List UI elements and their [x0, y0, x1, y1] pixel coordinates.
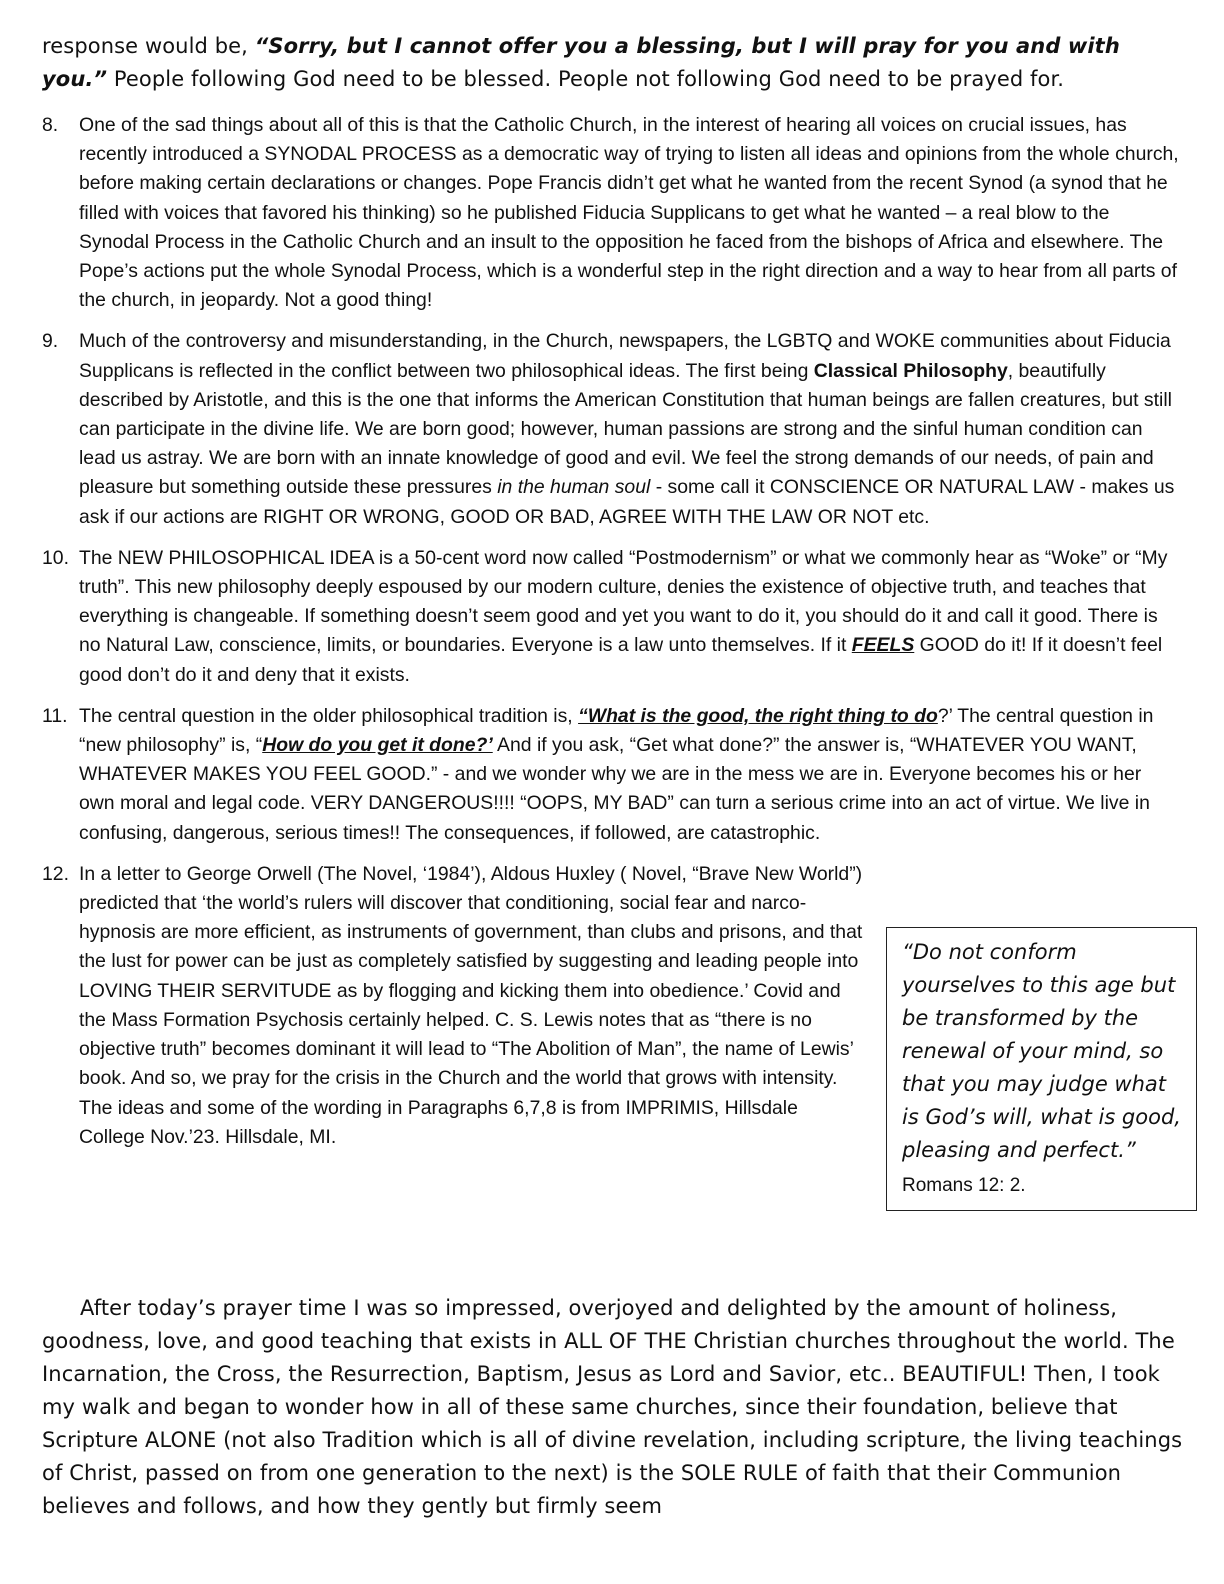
- item-number: 11.: [42, 704, 68, 727]
- item-text-part: - some call it CONSCIENCE OR NATURAL LAW - makes us ask if our actions are RIGHT OR WRONG, GOOD OR BAD, AGREE WITH THE LAW OR NOT etc.: [79, 476, 1175, 528]
- intro-quote: “Sorry, but I cannot offer you a blessing, but I will pray for you and with you.”: [42, 34, 1120, 91]
- intro-paragraph: [42, 30, 1192, 96]
- item-text-part: Much of the controversy and misunderstanding, in the Church, newspapers, the LGBTQ and WOKE communities about Fiducia Supplicans is reflected in the conflict between two philosophical ideas. The first being: [79, 330, 1171, 382]
- closing-text: After today’s prayer time I was so impressed, overjoyed and delighted by the amount of holiness, goodness, love, and good teaching that exists in ALL OF THE Christian churches throughout the world. The Incarnation, the Cross, the Resurrection, Baptism, Jesus as Lord and Savior, etc.. BEAUTIFUL! Then, I took my walk and began to wonder how in all of these same churches, since their foundation, believe that Scripture ALONE (not also Tradition which is all of divine revelation, including scripture, the living teachings of Christ, passed on from one generation to the next) is the SOLE RULE of faith that their Communion believes and follows, and how they gently but firmly seem: [42, 1296, 1183, 1518]
- scripture-quote: [902, 936, 1181, 1202]
- intro-tail: People following God need to be blessed. People not following God need to be prayed for.: [107, 67, 1065, 91]
- classical-philosophy-term: Classical Philosophy: [813, 359, 1008, 382]
- item-text-part: The NEW PHILOSOPHICAL IDEA is a 50-cent word now called “Postmodernism” or what we commonly hear as “Woke” or “My truth”. This new philosophy deeply espoused by our modern culture, denies the existence of objective truth, and teaches that everything is changeable. If something doesn’t seem good and yet you want to do it, you should do it and call it good. There is no Natural Law, conscience, limits, or boundaries. Everyone is a law unto themselves. If it: [79, 546, 1168, 657]
- list-item-9: [42, 327, 1182, 531]
- item-text-part: And if you ask, “Get what done?” the answer is, “WHATEVER YOU WANT, WHATEVER MAKES YOU FEEL GOOD.” - and we wonder why we are in the mess we are in. Everyone becomes his or her own moral and legal code. VERY DANGEROUS!!!! “OOPS, MY BAD” can turn a serious crime into an act of virtue. We live in confusing, dangerous, serious times!! The consequences, if followed, are catastrophic.: [79, 734, 1150, 844]
- list-item-10: [42, 544, 1182, 690]
- list-item-11: [42, 702, 1182, 848]
- item-number: 8.: [42, 114, 59, 136]
- item-text-part: GOOD do it! If it doesn’t feel good don’t do it and deny that it exists.: [79, 634, 1163, 686]
- list-item-8: [42, 111, 1182, 315]
- new-philosophy-question: How do you get it done?’: [262, 734, 493, 757]
- list-item-12: [42, 860, 869, 1152]
- item-number: 12.: [42, 862, 69, 885]
- scripture-reference: Romans 12: 2.: [902, 1175, 1026, 1196]
- classical-question: “What is the good, the right thing to do: [578, 704, 938, 727]
- intro-lead: response would be,: [42, 34, 255, 58]
- item-text: In a letter to George Orwell (The Novel, ‘1984’), Aldous Huxley ( Novel, “Brave New World”) predicted that ‘the world’s rulers will discover that conditioning, social fear and narco-hypnosis are more efficient, as instruments of government, than clubs and prisons, and that the lust for power can be just as completely satisfied by suggesting and leading people into LOVING THEIR SERVITUDE as by flogging and kicking them into obedience.’ Covid and the Mass Formation Psychosis certainly helped. C. S. Lewis notes that as “there is no objective truth” becomes dominant it will lead to “The Abolition of Man”, the name of Lewis’ book. And so, we pray for the crisis in the Church and the world that grows with intensity. The ideas and some of the wording in Paragraphs 6,7,8 is from IMPRIMIS, Hillsdale College Nov.’23. Hillsdale, MI.: [79, 862, 863, 1148]
- item-text: One of the sad things about all of this is that the Catholic Church, in the interest of hearing all voices on crucial issues, has recently introduced a SYNODAL PROCESS as a democratic way of trying to listen all ideas and opinions from the whole church, before making certain declarations or changes. Pope Francis didn’t get what he wanted from the recent Synod (a synod that he filled with voices that favored his thinking) so he published Fiducia Supplicans to get what he wanted – a real blow to the Synodal Process in the Catholic Church and an insult to the opposition he faced from the bishops of Africa and elsewhere. The Pope’s actions put the whole Synodal Process, which is a wonderful step in the right direction and a way to hear from all parts of the church, in jeopardy. Not a good thing!: [79, 114, 1179, 312]
- item-text-part: ?’ The central question in “new philosophy” is, “: [79, 704, 1154, 757]
- item-number: 10.: [42, 546, 69, 569]
- soul-phrase: in the human soul: [497, 476, 651, 499]
- scripture-quote-text: “Do not conform yourselves to this age but be transformed by the renewal of your mind, so that you may judge what is God’s will, what is good, pleasing and perfect.”: [902, 940, 1181, 1162]
- feels-emphasis: FEELS: [851, 634, 915, 657]
- item-text-part: , beautifully described by Aristotle, and this is the one that informs the American Constitution that human beings are fallen creatures, but still can participate in the divine life. We are born good; however, human passions are strong and the sinful human condition can lead us astray. We are born with an innate knowledge of good and evil. We feel the strong demands of our needs, of pain and pleasure but something outside these pressures: [79, 359, 1172, 499]
- closing-paragraph: [42, 1292, 1192, 1523]
- scripture-quote-box: [886, 927, 1197, 1211]
- item-text-part: The central question in the older philosophical tradition is,: [79, 704, 579, 727]
- item-number: 9.: [42, 330, 59, 353]
